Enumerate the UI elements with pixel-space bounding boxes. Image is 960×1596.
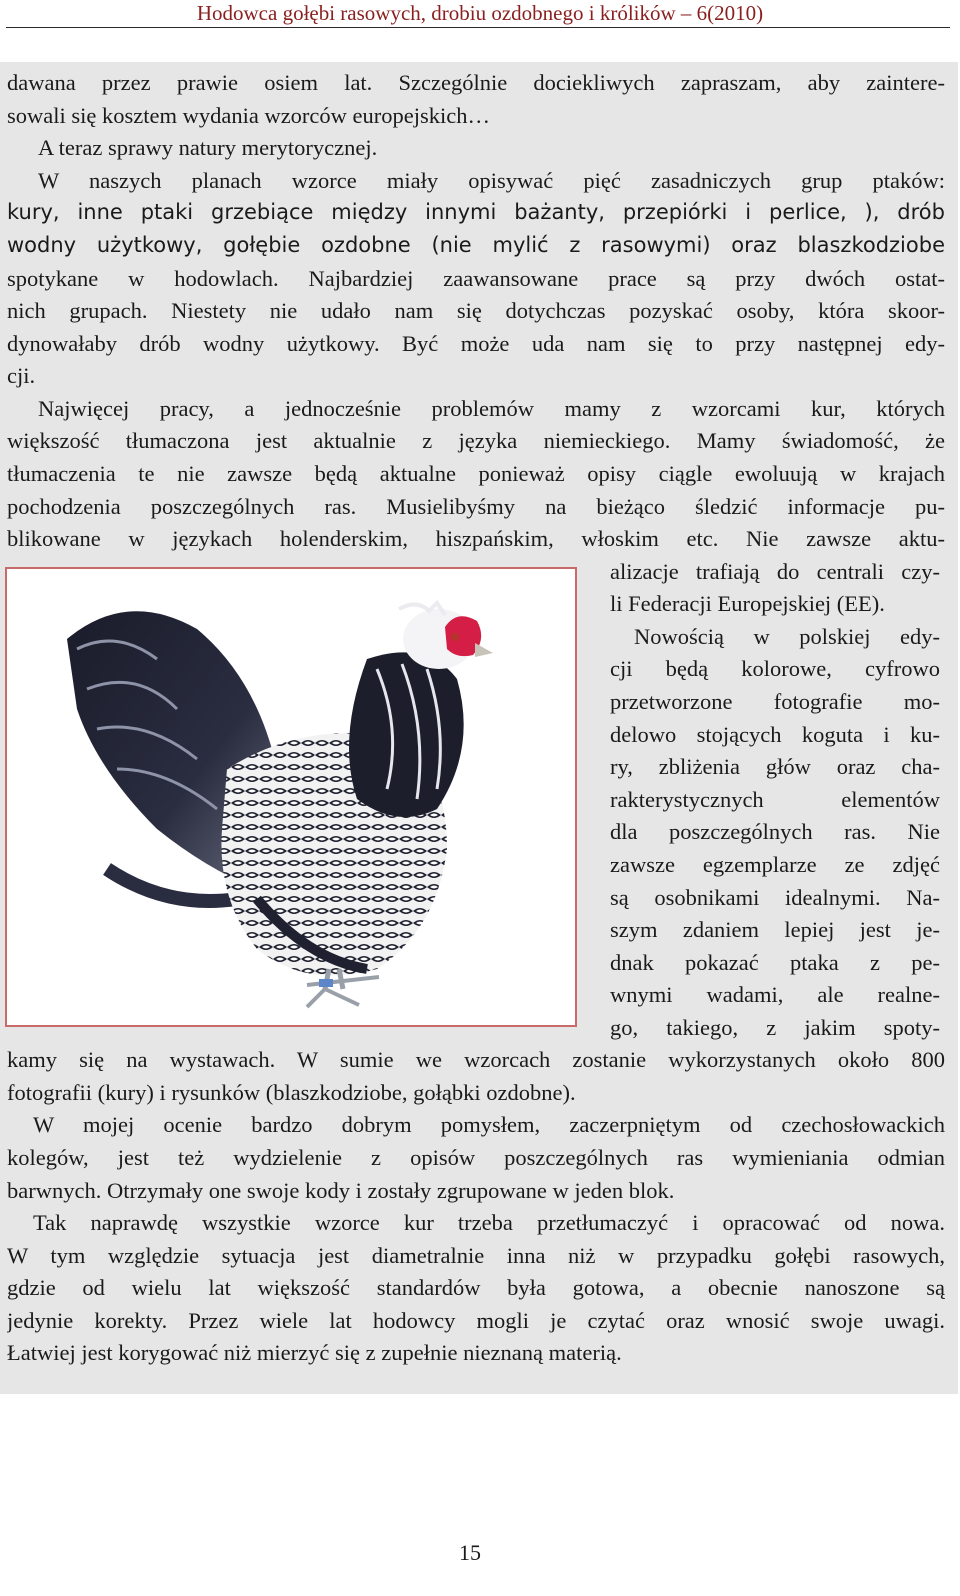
text-line: fotografii (kury) i rysunków (blaszkodziobe, gołąbki ozdobne). <box>7 1080 576 1105</box>
text-line: Nowością w polskiej edy- <box>634 624 940 649</box>
text-line: są osobnikami idealnymi. Na- <box>610 885 940 910</box>
text-line: większość tłumaczona jest aktualnie z języka niemieckiego. Mamy świadomość, że <box>7 428 945 453</box>
text-line: dla poszczególnych ras. Nie <box>610 819 940 844</box>
text-line: Łatwiej jest korygować niż mierzyć się z zupełnie nieznaną materią. <box>7 1340 622 1365</box>
text-line: W naszych planach wzorce miały opisywać pięć zasadniczych grup ptaków: <box>38 168 945 193</box>
header-divider <box>6 27 950 28</box>
text-line: spotykane w hodowlach. Najbardziej zaawansowane prace są przy dwóch ostat- <box>7 266 945 291</box>
text-line: nich grupach. Niestety nie udało nam się dotychczas pozyskać osoby, która skoor- <box>7 298 945 323</box>
text-line: wodny użytkowy, gołębie ozdobne (nie mylić z rasowymi) oraz blaszkodziobe <box>7 233 945 257</box>
text-line: szym zdaniem lepiej jest je- <box>610 917 940 942</box>
text-line: cji. <box>7 363 36 388</box>
text-line: kury, inne ptaki grzebiące między innymi bażanty, przepiórki i perlice, ), drób <box>7 200 945 224</box>
text-line: kolegów, jest też wydzielenie z opisów poszczególnych ras wymieniania odmian <box>7 1145 945 1170</box>
text-line: blikowane w językach holenderskim, hiszpańskim, włoskim etc. Nie zawsze aktu- <box>7 526 945 551</box>
text-line: go, takiego, z jakim spoty- <box>610 1015 940 1040</box>
text-line: sowali się kosztem wydania wzorców europejskich… <box>7 103 490 128</box>
text-line: pochodzenia poszczególnych ras. Musielibyśmy na bieżąco śledzić informacje pu- <box>7 494 945 519</box>
text-line: W mojej ocenie bardzo dobrym pomysłem, zaczerpniętym od czechosłowackich <box>33 1112 945 1137</box>
text-line: ry, zbliżenia głów oraz cha- <box>610 754 940 779</box>
text-line: li Federacji Europejskiej (EE). <box>610 591 885 616</box>
page-number: 15 <box>459 1540 481 1565</box>
text-line: dawana przez prawie osiem lat. Szczególnie dociekliwych zapraszam, aby zaintere- <box>7 70 945 95</box>
text-line: zawsze egzemplarze ze zdjęć <box>610 852 940 877</box>
text-line: jedynie korekty. Przez wiele lat hodowcy mogli je czytać oraz wnosić swoje uwagi. <box>7 1308 945 1333</box>
text-line: A teraz sprawy natury merytorycznej. <box>38 135 378 160</box>
text-line: dynowałaby drób wodny użytkowy. Być może uda nam się to przy następnej edy- <box>7 331 945 356</box>
text-line: delowo stojących koguta i ku- <box>610 722 940 747</box>
text-line: przetworzone fotografie mo- <box>610 689 940 714</box>
text-line: kamy się na wystawach. W sumie we wzorcach zostanie wykorzystanych około 800 <box>7 1047 945 1072</box>
rooster-photo <box>5 567 577 1027</box>
text-line: Tak naprawdę wszystkie wzorce kur trzeba przetłumaczyć i opracować od nowa. <box>33 1210 945 1235</box>
text-line: gdzie od wielu lat większość standardów była gotowa, a obecnie nanoszone są <box>7 1275 945 1300</box>
text-line: cji będą kolorowe, cyfrowo <box>610 656 940 681</box>
text-line: dnak pokazać ptaka z pe- <box>610 950 940 975</box>
text-line: tłumaczenia te nie zawsze będą aktualne ponieważ opisy ciągle ewoluują w krajach <box>7 461 945 486</box>
text-line: W tym względzie sytuacja jest diametralnie inna niż w przypadku gołębi rasowych, <box>7 1243 945 1268</box>
text-line: Najwięcej pracy, a jednocześnie problemów mamy z wzorcami kur, których <box>38 396 945 421</box>
text-line: barwnych. Otrzymały one swoje kody i zostały zgrupowane w jeden blok. <box>7 1178 675 1203</box>
running-header: Hodowca gołębi rasowych, drobiu ozdobnego i królików – 6(2010) <box>196 1 764 25</box>
text-line: rakterystycznych elementów <box>610 787 940 812</box>
rooster-illustration <box>7 569 575 1025</box>
text-line: wnymi wadami, ale realne- <box>610 982 940 1007</box>
text-line: alizacje trafiają do centrali czy- <box>610 559 940 584</box>
